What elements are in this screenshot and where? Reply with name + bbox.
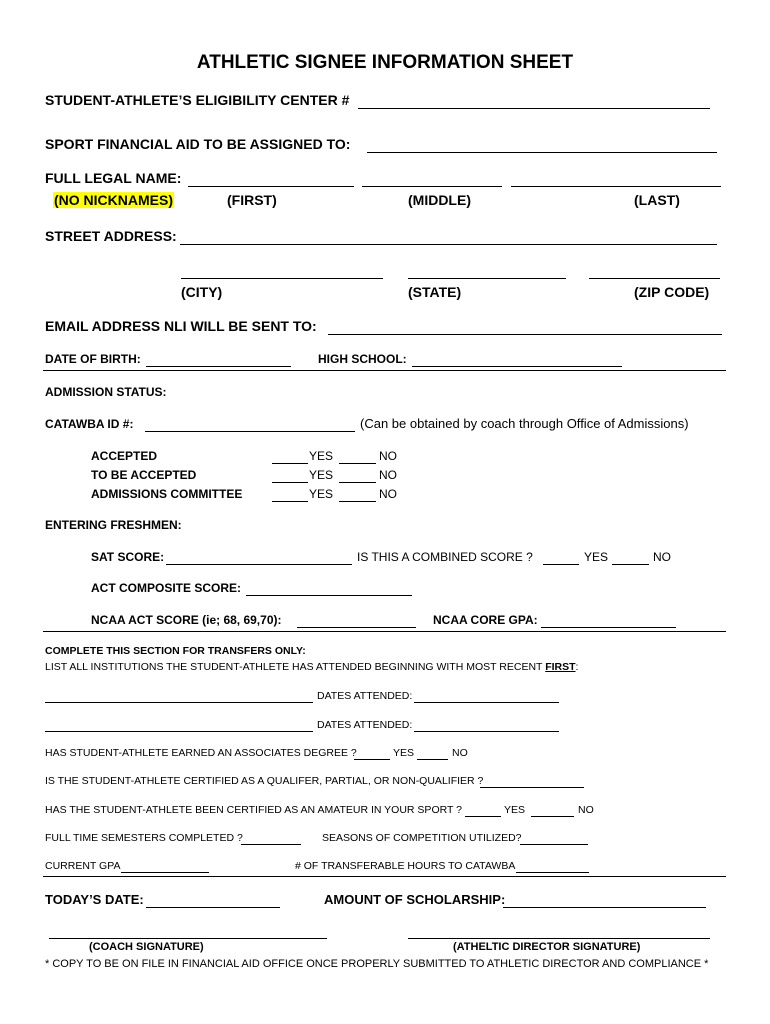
dates-attended-2-field[interactable] (414, 731, 559, 732)
dob-field[interactable] (146, 366, 291, 367)
admissions-committee-no-label: NO (379, 487, 397, 501)
email-field[interactable] (328, 334, 722, 335)
footer-note: * COPY TO BE ON FILE IN FINANCIAL AID OFFICE ONCE PROPERLY SUBMITTED TO ATHLETIC DIRECTOR AND COMPLIANCE * (45, 958, 709, 970)
first-name-field[interactable] (188, 186, 354, 187)
high-school-label: HIGH SCHOOL: (318, 352, 407, 366)
dates-attended-1-label: DATES ATTENDED: (317, 690, 413, 702)
dates-attended-1-field[interactable] (414, 702, 559, 703)
admissions-committee-label: ADMISSIONS COMMITTEE (91, 487, 243, 501)
page-title: ATHLETIC SIGNEE INFORMATION SHEET (196, 52, 574, 73)
accepted-no-field[interactable] (339, 463, 376, 464)
accepted-yes-label: YES (309, 449, 334, 463)
semesters-label: FULL TIME SEMESTERS COMPLETED ? (45, 832, 243, 844)
street-address-field[interactable] (180, 244, 717, 245)
eligibility-label: STUDENT-ATHLETE’S ELIGIBILITY CENTER # (45, 92, 350, 108)
high-school-field[interactable] (412, 366, 622, 367)
middle-name-field[interactable] (362, 186, 502, 187)
combined-score-label: IS THIS A COMBINED SCORE ? (357, 550, 533, 564)
city-field[interactable] (181, 278, 383, 279)
current-gpa-label: CURRENT GPA (45, 860, 121, 872)
admissions-committee-yes-label: YES (309, 487, 334, 501)
middle-label: (MIDDLE) (408, 192, 471, 208)
no-nicknames-note: (NO NICKNAMES) (54, 192, 173, 208)
scholarship-label: AMOUNT OF SCHOLARSHIP: (324, 892, 506, 907)
section-divider (43, 631, 726, 632)
institution-1-field[interactable] (45, 702, 313, 703)
section-divider (43, 370, 726, 371)
amateur-no-field[interactable] (531, 816, 574, 817)
amateur-label: HAS THE STUDENT-ATHLETE BEEN CERTIFIED AS AN AMATEUR IN YOUR SPORT ? (45, 804, 462, 816)
seasons-field[interactable] (520, 844, 588, 845)
to-be-accepted-yes-label: YES (309, 468, 334, 482)
dates-attended-2-label: DATES ATTENDED: (317, 719, 413, 731)
todays-date-label: TODAY’S DATE: (45, 892, 144, 907)
ncaa-act-label: NCAA ACT SCORE (ie; 68, 69,70): (91, 613, 282, 627)
sat-score-label: SAT SCORE: (91, 550, 165, 564)
last-label: (LAST) (634, 192, 680, 208)
accepted-no-label: NO (379, 449, 397, 463)
to-be-accepted-yes-field[interactable] (272, 482, 308, 483)
accepted-yes-field[interactable] (272, 463, 308, 464)
city-label: (CITY) (181, 284, 223, 300)
seasons-label: SEASONS OF COMPETITION UTILIZED? (322, 832, 522, 844)
certified-label: IS THE STUDENT-ATHLETE CERTIFIED AS A QUALIFER, PARTIAL, OR NON-QUALIFIER ? (45, 775, 484, 787)
sat-score-field[interactable] (166, 564, 352, 565)
transfers-instructions-text: LIST ALL INSTITUTIONS THE STUDENT-ATHLETE HAS ATTENDED BEGINNING WITH MOST RECENT (45, 661, 543, 673)
full-name-label: FULL LEGAL NAME: (45, 170, 182, 186)
state-field[interactable] (408, 278, 566, 279)
certified-field[interactable] (480, 787, 584, 788)
instructions-colon: : (575, 661, 579, 673)
accepted-label: ACCEPTED (91, 449, 158, 463)
first-emphasis: FIRST (545, 661, 576, 673)
coach-signature-label: (COACH SIGNATURE) (89, 941, 204, 953)
amateur-yes-field[interactable] (465, 816, 501, 817)
eligibility-field[interactable] (358, 108, 710, 109)
combined-yes-label: YES (584, 550, 609, 564)
catawba-id-field[interactable] (145, 431, 355, 432)
street-address-label: STREET ADDRESS: (45, 228, 177, 244)
ad-signature-label: (ATHELTIC DIRECTOR SIGNATURE) (453, 941, 641, 953)
combined-yes-field[interactable] (543, 564, 579, 565)
email-label: EMAIL ADDRESS NLI WILL BE SENT TO: (45, 318, 317, 334)
act-composite-label: ACT COMPOSITE SCORE: (91, 581, 242, 595)
combined-no-label: NO (653, 550, 671, 564)
transfers-heading: COMPLETE THIS SECTION FOR TRANSFERS ONLY: (45, 645, 306, 657)
ncaa-core-gpa-field[interactable] (541, 627, 676, 628)
to-be-accepted-no-field[interactable] (339, 482, 376, 483)
associates-no-label: NO (452, 747, 468, 759)
transferable-hours-label: # OF TRANSFERABLE HOURS TO CATAWBA (295, 860, 516, 872)
sport-label: SPORT FINANCIAL AID TO BE ASSIGNED TO: (45, 136, 351, 152)
amateur-no-label: NO (578, 804, 594, 816)
state-label: (STATE) (408, 284, 462, 300)
ncaa-core-gpa-label: NCAA CORE GPA: (433, 613, 538, 627)
last-name-field[interactable] (511, 186, 721, 187)
section-divider (43, 876, 726, 877)
semesters-field[interactable] (241, 844, 301, 845)
to-be-accepted-label: TO BE ACCEPTED (91, 468, 197, 482)
coach-signature-field[interactable] (49, 938, 327, 939)
dob-label: DATE OF BIRTH: (45, 352, 141, 366)
transfers-instructions (45, 661, 578, 673)
ad-signature-field[interactable] (408, 938, 710, 939)
associates-degree-label: HAS STUDENT-ATHLETE EARNED AN ASSOCIATES DEGREE ? (45, 747, 357, 759)
institution-2-field[interactable] (45, 731, 313, 732)
combined-no-field[interactable] (612, 564, 649, 565)
transferable-hours-field[interactable] (516, 872, 589, 873)
todays-date-field[interactable] (146, 907, 280, 908)
first-label: (FIRST) (227, 192, 277, 208)
associates-yes-label: YES (393, 747, 415, 759)
sport-field[interactable] (367, 152, 717, 153)
admissions-committee-yes-field[interactable] (272, 501, 308, 502)
zip-label: (ZIP CODE) (634, 284, 710, 300)
act-composite-field[interactable] (246, 595, 412, 596)
admission-status-label: ADMISSION STATUS: (45, 385, 167, 399)
catawba-id-note: (Can be obtained by coach through Office of Admissions) (360, 416, 689, 431)
entering-freshmen-label: ENTERING FRESHMEN: (45, 518, 182, 532)
zip-field[interactable] (589, 278, 720, 279)
associates-yes-field[interactable] (354, 759, 390, 760)
current-gpa-field[interactable] (121, 872, 209, 873)
to-be-accepted-no-label: NO (379, 468, 397, 482)
associates-no-field[interactable] (417, 759, 448, 760)
scholarship-field[interactable] (503, 907, 706, 908)
amateur-yes-label: YES (504, 804, 526, 816)
catawba-id-label: CATAWBA ID #: (45, 417, 134, 431)
ncaa-act-field[interactable] (297, 627, 416, 628)
admissions-committee-no-field[interactable] (339, 501, 376, 502)
